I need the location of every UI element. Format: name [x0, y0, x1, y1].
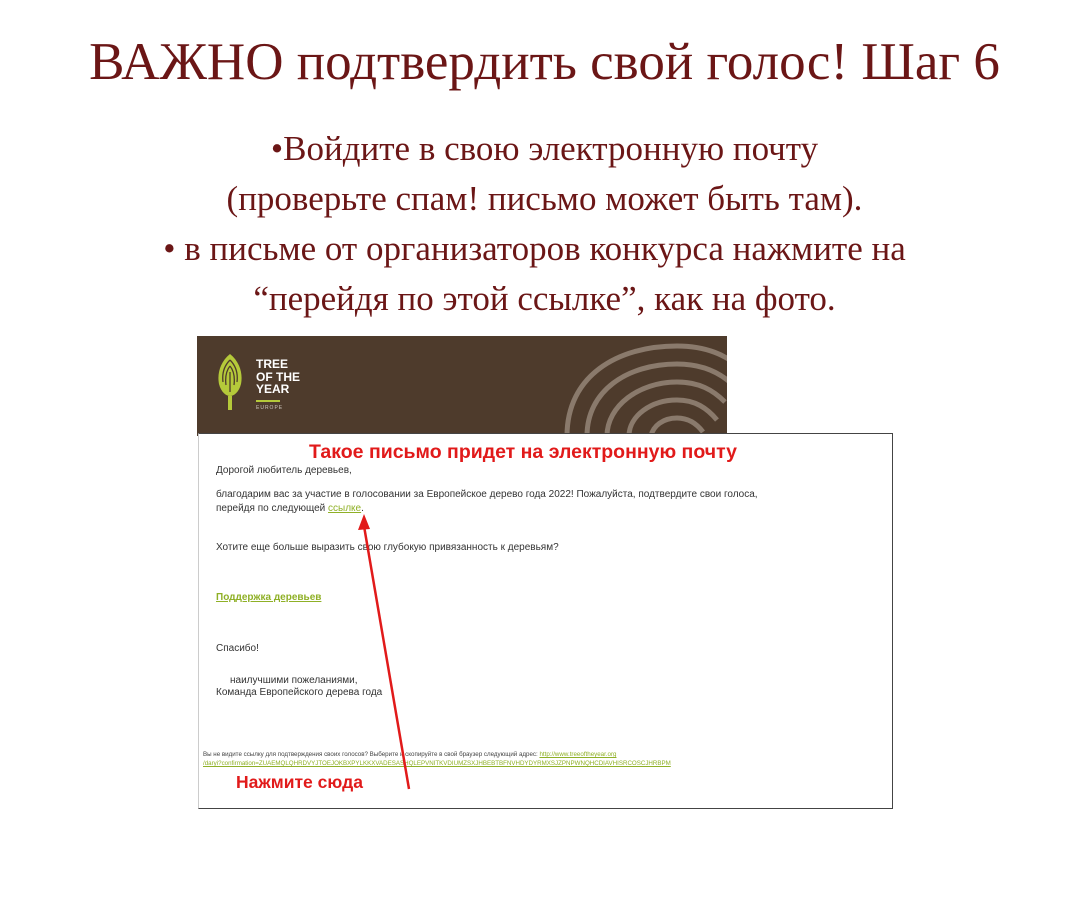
- wishes: наилучшими пожеланиями,: [230, 675, 358, 686]
- team-signature: Команда Европейского дерева года: [216, 687, 383, 698]
- footer-text: Вы не видите ссылку для подтверждения своих голосов? Выберите и скопируйте в свой браузер следующий адрес: http://www.treeoftheyear.org: [203, 751, 617, 758]
- support-trees-link[interactable]: Поддержка деревьев: [216, 592, 322, 603]
- footer-link-1[interactable]: http://www.treeoftheyear.org: [539, 751, 617, 758]
- annotation-top: Такое письмо придет на электронную почту: [309, 441, 737, 463]
- logo-sub: EUROPE: [256, 405, 284, 411]
- bullet-line-3: • в письме от организаторов конкурса нажмите на: [163, 229, 906, 268]
- confirm-link[interactable]: ссылке: [328, 503, 362, 514]
- question: Хотите еще больше выразить свою глубокую привязанность к деревьям?: [216, 542, 559, 553]
- bullet-line-4: “перейдя по этой ссылке”, как на фото.: [253, 279, 836, 318]
- footer-link-2[interactable]: /daryi?confirmation=ZUAEMQLQHRDVYJTOEJOKBXPYLKKXVADESASHQLEPVNITKVDIUMZSXJHBEBTBFNVHDYDYRMXSJZPNPWNQHCDIAVHISRCOSCJHRBPM: [203, 760, 671, 767]
- greeting: Дорогой любитель деревьев,: [216, 465, 352, 476]
- logo-text: TREE OF THE YEAR: [256, 357, 300, 396]
- instructions: [0, 124, 1089, 324]
- bullet-line-2: (проверьте спам! письмо может быть там).: [226, 179, 863, 218]
- body-line-2: перейдя по следующей ссылке.: [216, 503, 364, 514]
- email-screenshot: [197, 336, 894, 811]
- thanks: Спасибо!: [216, 643, 259, 654]
- body-line-1: благодарим вас за участие в голосовании за Европейское дерево года 2022! Пожалуйста, подтвердите свои голоса,: [216, 489, 758, 500]
- slide-title: ВАЖНО подтвердить свой голос! Шаг 6: [89, 33, 1000, 91]
- bullet-line-1: •Войдите в свою электронную почту: [270, 129, 819, 168]
- annotation-bottom: Нажмите сюда: [236, 772, 363, 792]
- red-arrow-icon: [197, 336, 894, 811]
